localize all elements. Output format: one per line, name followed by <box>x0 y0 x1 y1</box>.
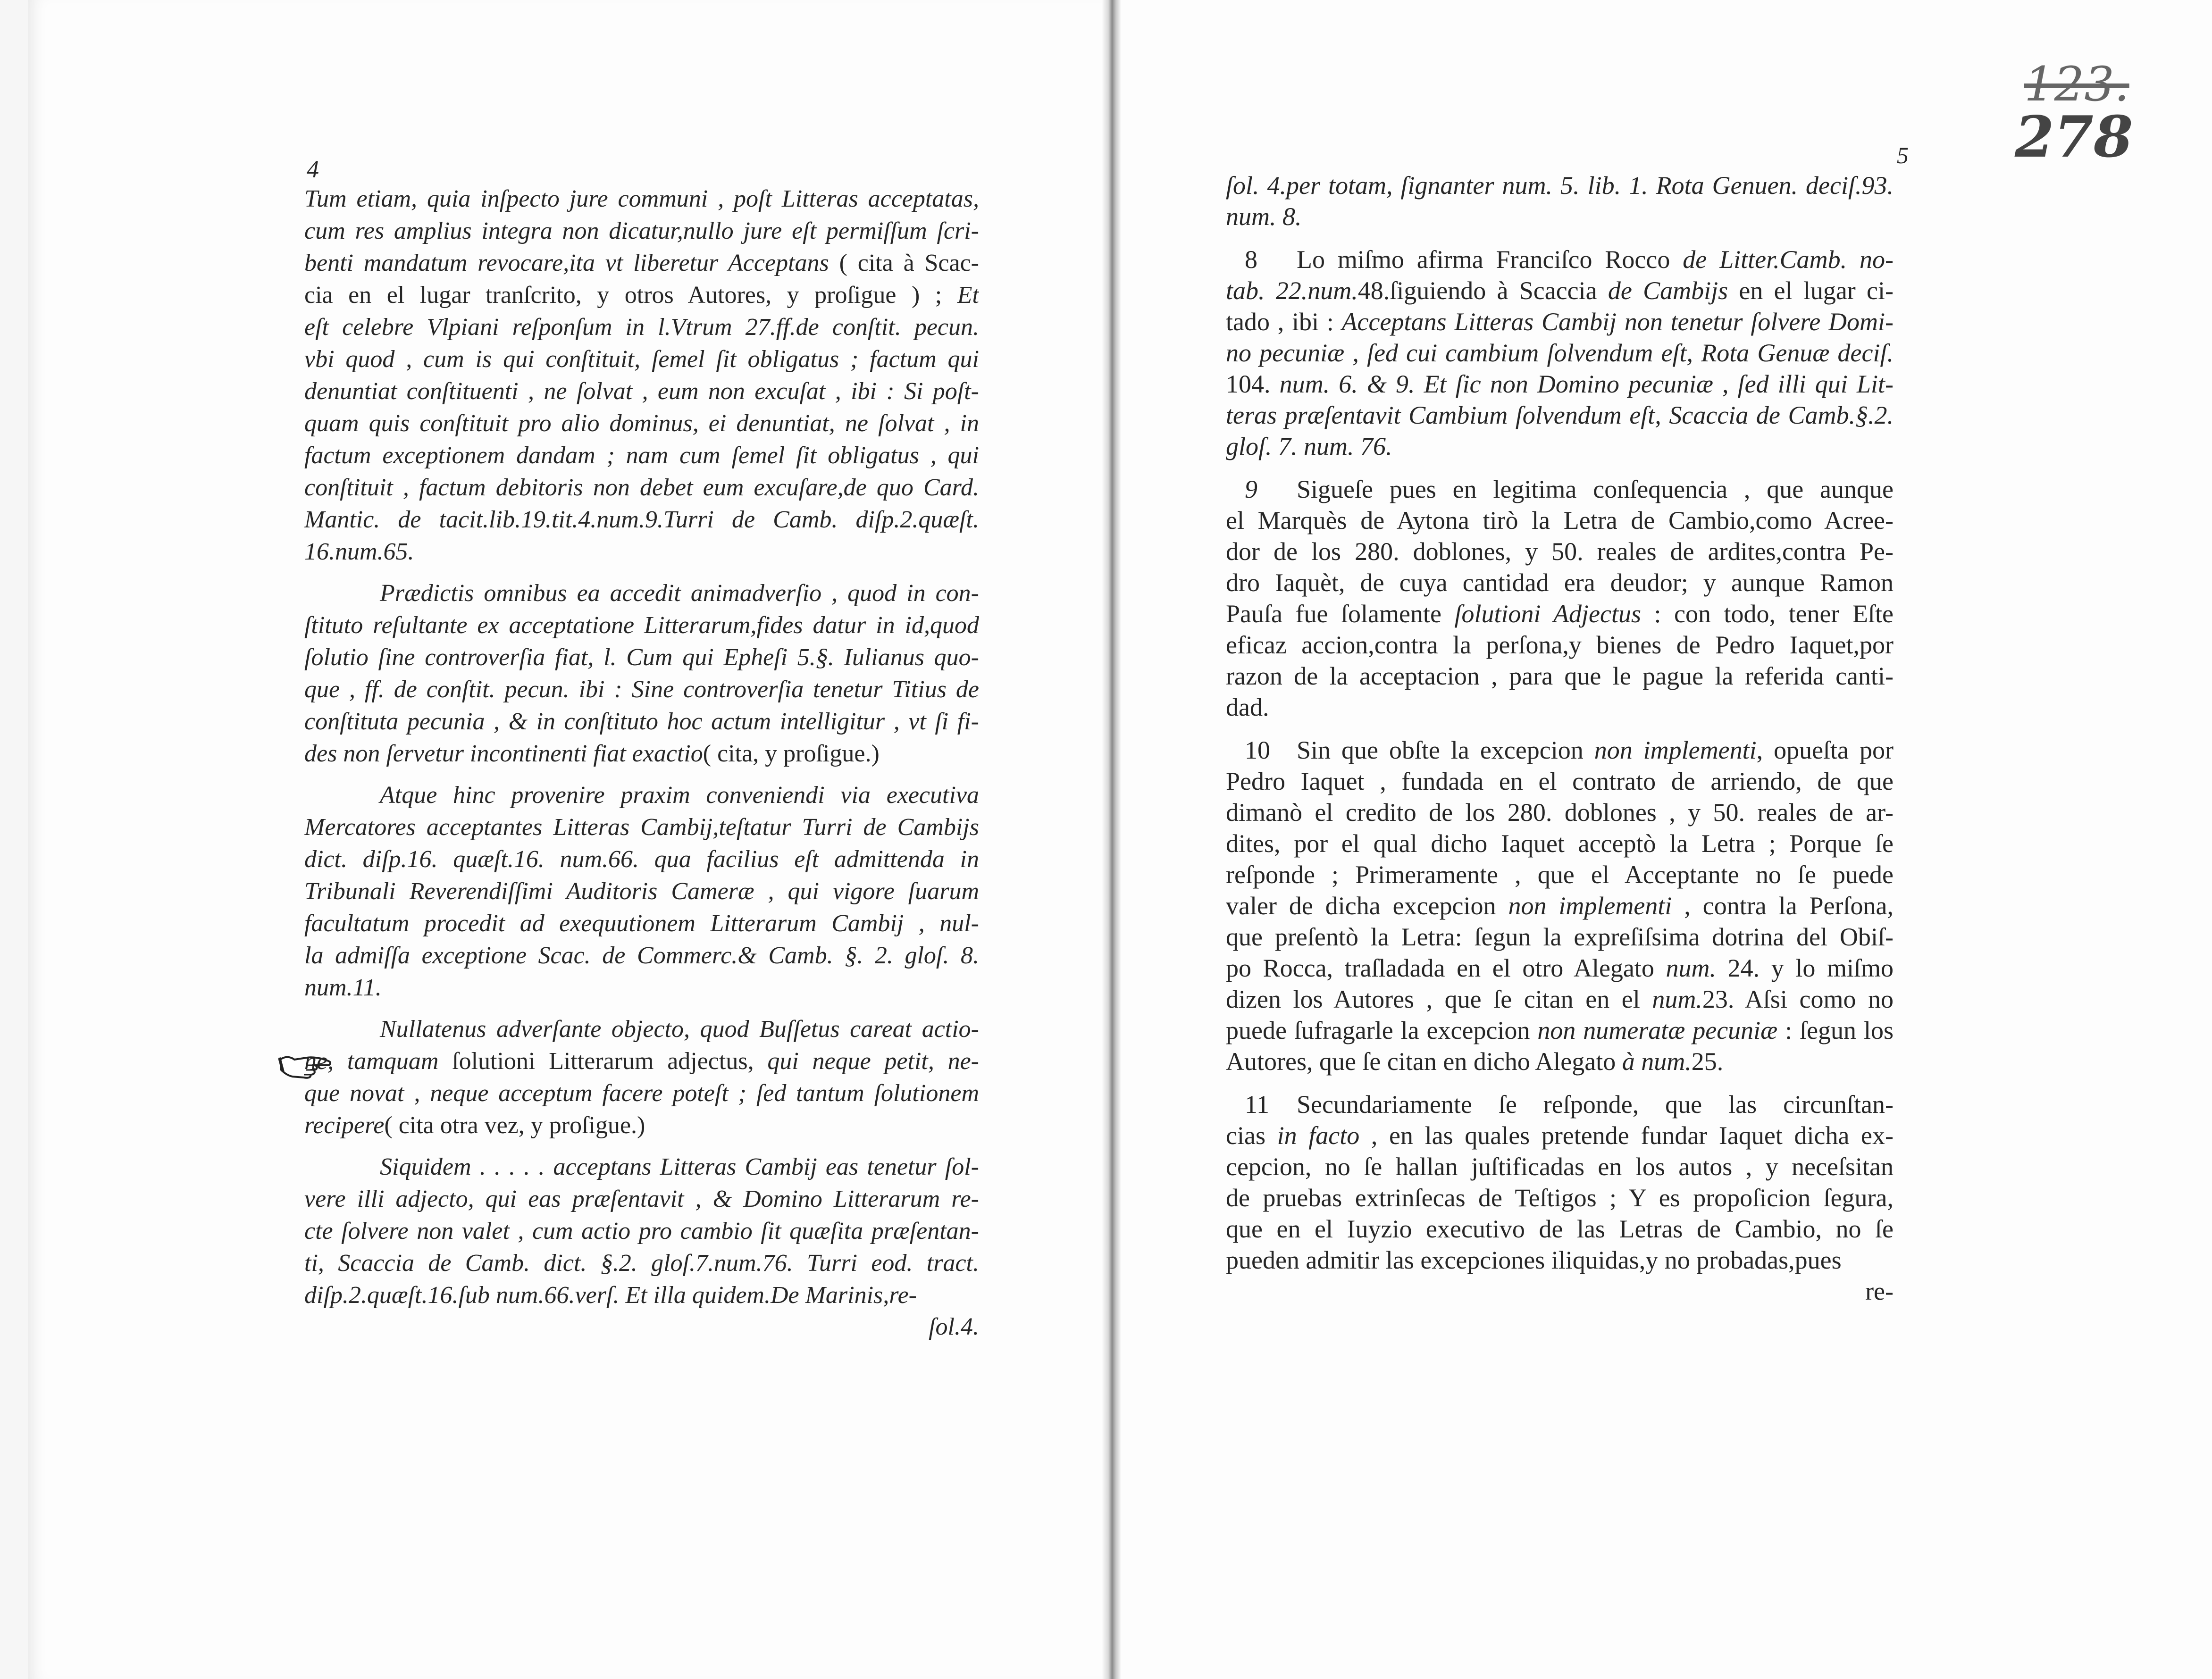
roman-text: : con todo, tener Eſte <box>1641 600 1894 628</box>
italic-text: conſtituit , factum debitoris non debet eum excuſare,de quo Card. <box>304 474 979 501</box>
italic-text: num. 8. <box>1226 202 1302 231</box>
italic-text: de Litter.Camb. no- <box>1683 245 1894 274</box>
text-line <box>1226 921 1894 952</box>
roman-text: ( cita à Scac- <box>829 250 979 276</box>
roman-text: 25. <box>1691 1047 1724 1076</box>
italic-text: recipere <box>304 1112 385 1139</box>
text-line <box>304 1215 979 1247</box>
text-line <box>1226 1089 1894 1120</box>
paragraph-number: 8 <box>1245 245 1257 274</box>
text-line <box>1226 766 1894 797</box>
roman-text: Secundariamente ſe reſponde, que las circunſtan- <box>1297 1090 1894 1119</box>
text-line <box>1226 1213 1894 1245</box>
italic-text: num. <box>1666 954 1717 982</box>
text-line <box>304 504 979 536</box>
italic-text: Atque hinc provenire praxim conveniendi via executiva <box>380 782 979 809</box>
roman-text: 23. Aſsi como no <box>1702 985 1894 1013</box>
text-line <box>1226 1015 1894 1046</box>
roman-text: razon de la acceptacion , para que le pague la referida canti- <box>1226 662 1894 690</box>
italic-text: teras præſentavit Cambium ſolvendum eſt, Scaccia de Camb.§.2. <box>1226 401 1894 429</box>
italic-text: in facto <box>1277 1121 1360 1150</box>
roman-text: , en las quales pretende fundar Iaquet dicha ex- <box>1359 1121 1894 1150</box>
roman-text: Siguеſe pues en legitima conſequencia , que aunque <box>1297 475 1894 503</box>
text-line <box>304 779 979 811</box>
text-line <box>1226 598 1894 629</box>
text-line <box>304 1279 979 1311</box>
text-line <box>1226 1046 1894 1077</box>
roman-text: reſponde ; Primeramente , que el Acceptante no ſe puede <box>1226 860 1894 889</box>
italic-text: diſp.2.quæſt.16.ſub num.66.verſ. Et illa quidem.De Marinis,re- <box>304 1282 917 1309</box>
italic-text: gloſ. 7. num. 76. <box>1226 432 1392 460</box>
italic-text: ſtituto reſultante ex acceptatione Litterarum,fides datur in id,quod <box>304 612 979 639</box>
roman-text: cias <box>1226 1121 1277 1150</box>
text-line <box>304 1151 979 1183</box>
text-line <box>304 1078 979 1110</box>
text-line <box>1226 735 1894 766</box>
italic-text: facultatum procedit ad exequutionem Litterarum Cambij , nul- <box>304 910 979 937</box>
paragraph <box>304 779 979 1004</box>
roman-text: , contra la Perſona, <box>1672 892 1894 920</box>
roman-text: : ſegun los <box>1777 1016 1894 1044</box>
text-line <box>1226 859 1894 890</box>
paragraph <box>304 183 979 568</box>
text-line <box>304 376 979 408</box>
paragraph-number: 11 <box>1245 1090 1269 1119</box>
italic-text: la admiſſa exceptione Scac. de Commerc.& Camb. §. 2. gloſ. 8. <box>304 942 979 969</box>
text-line <box>304 706 979 738</box>
italic-text: ſolutioni Adjectus <box>1454 600 1641 628</box>
italic-text: cum res amplius integra non dicatur,nullo jure eſt permiſſum ſcri- <box>304 217 979 244</box>
paragraph-number: 10 <box>1245 736 1270 764</box>
text-line <box>304 972 979 1004</box>
text-line <box>304 343 979 376</box>
italic-text: factum exceptionem dandam ; nam cum ſemel ſit obligatus , qui <box>304 442 979 469</box>
text-line <box>304 908 979 940</box>
italic-text: benti mandatum revocare,ita vt liberetur Acceptans <box>304 250 829 276</box>
italic-text: 16.num.65. <box>304 538 414 565</box>
text-line <box>304 408 979 440</box>
text-line <box>1226 275 1894 306</box>
text-line <box>1226 660 1894 692</box>
italic-text: des non ſervetur incontinenti fiat exactio <box>304 740 703 767</box>
handwritten-folio-struck: 123. <box>2024 57 2129 112</box>
text-line <box>304 1247 979 1279</box>
left-page-text <box>304 183 979 1343</box>
italic-text: Mercatores acceptantes Litteras Cambij,teſtatur Turri de Cambijs <box>304 814 979 841</box>
italic-text: Mantic. de tacit.lib.19.tit.4.num.9.Turri de Camb. diſp.2.quæſt. <box>304 506 979 533</box>
roman-text: que en el Iuyzio executivo de las Letras de Cambio, no ſe <box>1226 1215 1894 1243</box>
roman-text: dro Iaquèt, de cuya cantidad era deudor; y aunque Ramon <box>1226 568 1894 597</box>
italic-text: ſolutio ſine controverſia fiat, l. Cum qui Epheſi 5.§. Iulianus quo- <box>304 644 979 671</box>
roman-text: valer de dicha excepcion <box>1226 892 1508 920</box>
text-line <box>1226 1151 1894 1182</box>
paragraph-number: 9 <box>1245 475 1257 503</box>
italic-text: de Cambijs <box>1608 276 1728 305</box>
text-line <box>304 811 979 844</box>
paragraph <box>1226 170 1894 232</box>
italic-text: num. <box>1652 985 1702 1013</box>
text-line <box>1226 952 1894 984</box>
text-line <box>1226 536 1894 567</box>
text-line <box>304 311 979 343</box>
roman-text: el Marquès de Aytona tirò la Letra de Cambio,como Acree- <box>1226 506 1894 535</box>
text-line <box>1226 505 1894 536</box>
italic-text: Acceptans Litteras Cambij non tenetur ſolvere Domi- <box>1341 308 1894 336</box>
italic-text: Prædictis omnibus ea accedit animadverſio , quod in con- <box>380 580 979 607</box>
text-line <box>304 940 979 972</box>
paragraph <box>1226 1089 1894 1276</box>
paragraph <box>1226 735 1894 1077</box>
italic-text: no pecuniæ , ſed cui cambium ſolvendum eſt, Rota Genuæ deciſ. <box>1226 339 1894 367</box>
italic-text: Siquidem . . . . . acceptans Litteras Cambij eas tenetur ſol- <box>380 1153 979 1180</box>
book-gutter <box>1102 0 1121 1679</box>
italic-text: num.11. <box>304 974 382 1001</box>
text-line <box>1226 368 1894 400</box>
text-line <box>1226 306 1894 337</box>
text-line <box>1226 474 1894 505</box>
text-line <box>1226 170 1894 201</box>
roman-text: dor de los 280. doblones, y 50. reales de ardites,contra Pe- <box>1226 537 1894 566</box>
text-line <box>1226 431 1894 462</box>
italic-text: quam quis conſtituit pro alio dominus, ei denuntiat, ne ſolvat , in <box>304 410 979 437</box>
italic-text: ti, Scaccia de Camb. dict. §.2. gloſ.7.num.76. Turri eod. tract. <box>304 1250 979 1277</box>
italic-text: dict. diſp.16. quæſt.16. num.66. qua facilius eſt admittenda in <box>304 846 979 873</box>
roman-text: ſolutioni Litterarum adjectus, <box>452 1048 754 1075</box>
text-line <box>304 1013 979 1045</box>
catchword: re- <box>1865 1277 1894 1305</box>
italic-text: ſol. 4.per totam, ſignanter num. 5. lib. 1. Rota Genuen. deciſ.93. <box>1226 171 1894 200</box>
roman-text: que preſentò la Letra: ſegun la expreſiſsima dotrina del Obiſ- <box>1226 923 1894 951</box>
roman-text: dimanò el credito de los 280. doblones , y 50. reales de ar- <box>1226 798 1894 827</box>
text-line <box>304 247 979 279</box>
italic-text: num. 6. & 9. Et ſic non Domino pecuniæ , ſed illi qui Lit- <box>1279 370 1894 398</box>
roman-text: ( cita, y proſigue.) <box>703 740 880 767</box>
text-line <box>304 610 979 642</box>
roman-text: dad. <box>1226 693 1269 721</box>
paragraph <box>304 1013 979 1142</box>
text-line <box>304 876 979 908</box>
paragraph <box>1226 244 1894 462</box>
italic-text: cte ſolvere non valet , cum actio pro cambio ſit quæſita præſentan- <box>304 1218 979 1245</box>
text-line <box>304 215 979 247</box>
italic-text: non implementi <box>1594 736 1757 764</box>
right-page-text <box>1226 170 1894 1307</box>
roman-text: Autores, que ſe citan en dicho Alegato <box>1226 1047 1622 1076</box>
italic-text: Tum etiam, quia inſpecto jure communi , poſt Litteras acceptatas, <box>304 185 979 212</box>
text-line <box>1226 567 1894 598</box>
italic-text: Et <box>957 282 979 309</box>
italic-text: vere illi adjecto, qui eas præſentavit , & Domino Litterarum re- <box>304 1186 979 1212</box>
italic-text: Tribunali Reverendiſſimi Auditoris Cameræ , qui vigore ſuarum <box>304 878 979 905</box>
italic-text: Nullatenus adverſante objecto, quod Buſſetus careat actio- <box>380 1016 979 1043</box>
roman-text: en el lugar ci- <box>1728 276 1894 305</box>
text-line <box>304 1110 979 1142</box>
text-line <box>304 674 979 706</box>
italic-text: non implementi <box>1508 892 1672 920</box>
italic-text: conſtituta pecunia , & in conſtituto hoc actum intelligitur , vt ſi fi- <box>304 708 979 735</box>
handwritten-folio: 278 <box>2015 104 2133 170</box>
catchword: ſol.4. <box>929 1313 979 1340</box>
text-line <box>1226 1245 1894 1276</box>
text-line <box>304 844 979 876</box>
text-line <box>304 536 979 568</box>
paragraph <box>1226 474 1894 723</box>
text-line <box>1226 201 1894 232</box>
paragraph <box>304 1151 979 1311</box>
roman-text: 48.ſiguiendo à Scaccia <box>1357 276 1608 305</box>
roman-text: Sin que obſte la excepcion <box>1297 736 1594 764</box>
roman-text: , opueſta por <box>1756 736 1894 764</box>
italic-text: denuntiat conſtituenti , ne ſolvat , eum non excuſat , ibi : Si poſt- <box>304 378 979 405</box>
italic-text: vbi quod , cum is qui conſtituit, ſemel ſit obligatus ; factum qui <box>304 346 979 373</box>
text-line <box>304 1183 979 1215</box>
text-line <box>1226 890 1894 921</box>
italic-text: non numeratæ pecuniæ <box>1537 1016 1778 1044</box>
roman-text: Lo miſmo afirma Franciſco Rocco <box>1297 245 1683 274</box>
right-page-number: 5 <box>1897 142 1909 168</box>
text-line <box>1226 244 1894 275</box>
roman-text: cepcion, no ſe hallan juſtificadas en los autos , y neceſsitan <box>1226 1153 1894 1181</box>
italic-text: que novat , neque acceptum facere poteſt ; ſed tantum ſolutionem <box>304 1080 979 1107</box>
text-line <box>1226 629 1894 660</box>
roman-text: de pruebas extrinſecas de Teſtigos ; Y es propoſicion ſegura, <box>1226 1184 1894 1212</box>
roman-text: tado , ibi : <box>1226 308 1342 336</box>
italic-text: eſt celebre Vlpiani reſponſum in l.Vtrum 27.ff.de conſtit. pecun. <box>304 314 979 341</box>
roman-text: dizen los Autores , que ſe citan en el <box>1226 985 1652 1013</box>
text-line <box>304 183 979 215</box>
text-line <box>304 279 979 311</box>
text-line <box>304 577 979 610</box>
roman-text: dites, por el qual dicho Iaquet acceptò la Letra ; Porque ſe <box>1226 829 1894 858</box>
roman-text: ( cita otra vez, y proſigue.) <box>384 1112 645 1139</box>
roman-text: Pauſa fue ſolamente <box>1226 600 1455 628</box>
roman-text: 24. y lo miſmo <box>1716 954 1894 982</box>
roman-text: cia en el lugar tranſcrito, y otros Autores, y proſigue ) ; <box>304 282 957 309</box>
italic-text: à num. <box>1622 1047 1692 1076</box>
roman-text: Pedro Iaquet , fundada en el contrato de arriendo, de que <box>1226 767 1894 795</box>
text-line <box>1226 797 1894 828</box>
italic-text: ne, tamquam <box>304 1048 452 1075</box>
text-line <box>1226 1120 1894 1151</box>
italic-text: tab. 22.num. <box>1226 276 1358 305</box>
text-line <box>304 440 979 472</box>
text-line <box>1226 400 1894 431</box>
text-line <box>1226 828 1894 859</box>
text-line <box>1226 692 1894 723</box>
text-line <box>1226 984 1894 1015</box>
text-line <box>1226 1182 1894 1213</box>
roman-text: pueden admitir las excepciones iliquidas,y no probadas,pues <box>1226 1246 1842 1274</box>
text-line <box>304 738 979 770</box>
text-line <box>1226 337 1894 368</box>
left-page-number: 4 <box>307 156 319 183</box>
italic-text: que , ff. de conſtit. pecun. ibi : Sine controverſia tenetur Titius de <box>304 676 979 703</box>
text-line <box>304 1045 979 1078</box>
roman-text: puede ſufragarle la excepcion <box>1226 1016 1538 1044</box>
paragraph <box>304 577 979 770</box>
text-line <box>304 472 979 504</box>
text-line <box>304 642 979 674</box>
roman-text: po Rocca, traſladada en el otro Alegato <box>1226 954 1666 982</box>
roman-text: 104. <box>1226 370 1280 398</box>
italic-text: qui neque petit, ne- <box>754 1048 979 1075</box>
roman-text: eficaz accion,contra la perſona,y bienes de Pedro Iaquet,por <box>1226 631 1894 659</box>
